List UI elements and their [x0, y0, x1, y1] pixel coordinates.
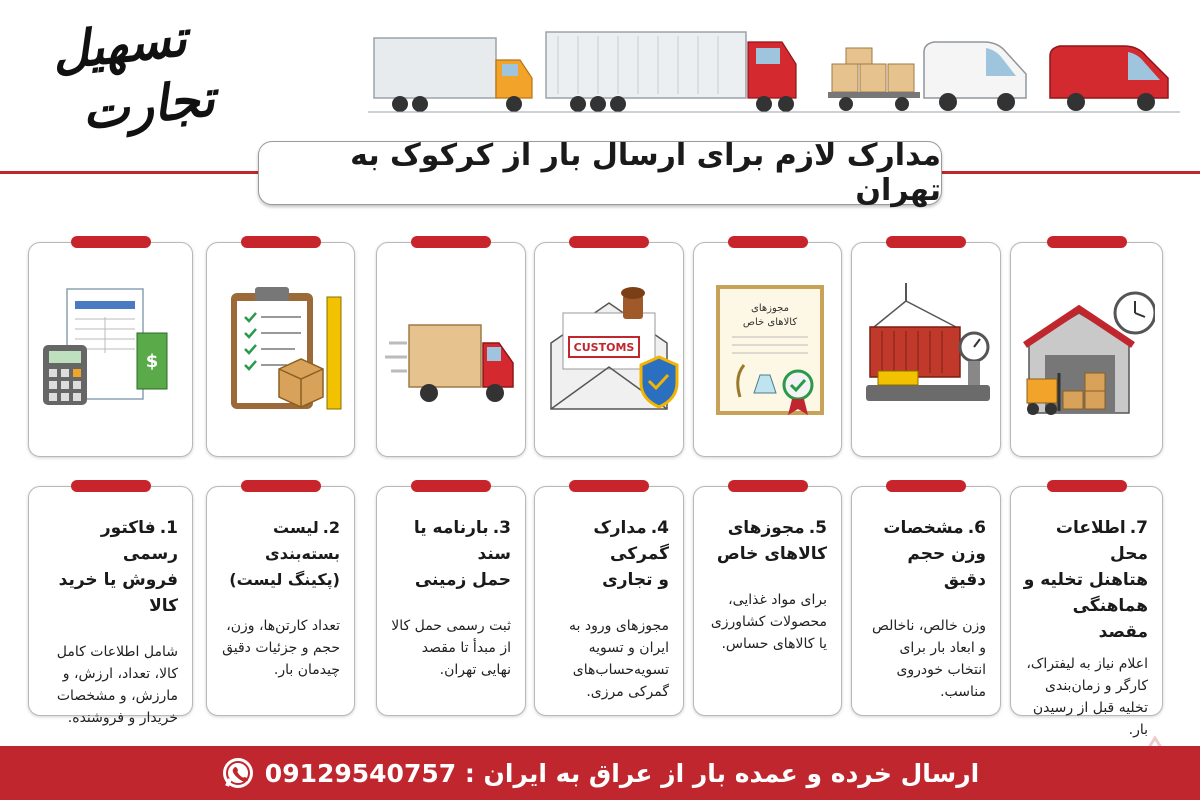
- invoice-calculator-icon: [37, 273, 173, 433]
- card-title-line-2: وزن حجم دقیق: [907, 544, 986, 590]
- card-title-line-2: فروش یا خرید کالا: [58, 570, 178, 616]
- card-title-line-2: حمل زمینی: [414, 570, 511, 590]
- icon-card-7: [1010, 242, 1163, 457]
- logo-line-2: تجارت: [79, 68, 218, 141]
- card-tab: [71, 480, 151, 492]
- footer-text: ارسال خرده و عمده بار از عراق به ایران : 09129540757: [264, 758, 980, 788]
- card-tab: [1047, 236, 1127, 248]
- card-tab: [569, 236, 649, 248]
- card-tab: [241, 480, 321, 492]
- icon-card-6: [851, 242, 1001, 457]
- card-title: [706, 515, 827, 567]
- icon-card-2: [206, 242, 355, 457]
- customs-envelope-icon: [543, 273, 679, 433]
- card-tab: [728, 480, 808, 492]
- whatsapp-icon[interactable]: [221, 756, 255, 790]
- card-number: 2.: [322, 518, 340, 537]
- card-number: 5.: [808, 518, 827, 538]
- card-title-line-2: و تجاری: [602, 570, 669, 590]
- icon-card-3: [376, 242, 526, 457]
- card-title: [1023, 515, 1148, 645]
- vehicles-row: [368, 28, 1180, 118]
- container-scale-icon: [860, 273, 996, 433]
- card-title-line-1: فاکتور رسمی: [100, 518, 178, 564]
- permit-label-1: مجوزهای: [751, 303, 789, 314]
- moving-truck-icon: [385, 273, 521, 433]
- card-number: 7.: [1129, 518, 1148, 538]
- van-icon: [924, 42, 1026, 111]
- card-title-line-2: هتاهنل تخلیه و: [1023, 570, 1148, 590]
- card-body: برای مواد غذایی، محصولات کشاورزی یا کالاهای حساس.: [710, 592, 827, 652]
- text-card-4: [534, 486, 684, 716]
- card-title: [547, 515, 669, 593]
- logo-line-1: تسهیل: [49, 8, 190, 81]
- customs-label: CUSTOMS: [573, 341, 635, 354]
- page-title-text: مدارک لازم برای ارسال بار از کرکوک به تهران: [350, 138, 941, 208]
- text-card-7: [1010, 486, 1163, 738]
- text-card-6: [851, 486, 1001, 716]
- card-title-line-1: اطلاعات محل: [1055, 518, 1148, 564]
- card-title: [864, 515, 986, 593]
- footer-bar: [0, 746, 1200, 800]
- card-number: 4.: [650, 518, 669, 538]
- brand-logo: [22, 8, 272, 150]
- box-truck-icon: [374, 38, 532, 112]
- card-tab: [728, 236, 808, 248]
- text-card-1: [28, 486, 193, 726]
- card-title-line-1: مدارک گمرکی: [593, 518, 669, 564]
- semi-truck-icon: [546, 32, 796, 112]
- card-tab: [886, 480, 966, 492]
- card-title: [389, 515, 511, 593]
- card-tab: [241, 236, 321, 248]
- icon-card-5: [693, 242, 842, 457]
- card-title-line-1: بارنامه یا سند: [413, 518, 511, 564]
- card-title: [219, 515, 340, 593]
- card-number: 1.: [159, 518, 178, 538]
- card-body: وزن خالص، ناخالص و ابعاد بار برای انتخاب خودروی مناسب.: [871, 618, 986, 700]
- card-title-line-1: مجوزهای: [727, 518, 805, 538]
- card-title-line-1: لیست بسته‌بندی: [265, 518, 340, 563]
- warehouse-forklift-icon: [1019, 273, 1155, 433]
- card-tab: [1047, 480, 1127, 492]
- card-body: اعلام نیاز به لیفتراک، کارگر و زمان‌بندی تخلیه قبل از رسیدن بار.: [1026, 656, 1148, 738]
- card-body: تعداد کارتن‌ها، وزن، حجم و جزئیات دقیق چیدمان بار.: [222, 618, 340, 678]
- card-body: شامل اطلاعات کامل کالا، تعداد، ارزش، و مارزش، و مشخصات خریدار و فروشنده.: [56, 644, 178, 726]
- flatbed-trailer-icon: [828, 48, 920, 111]
- special-permit-certificate-icon: [702, 273, 838, 433]
- red-van-icon: [1050, 46, 1168, 111]
- card-tab: [886, 236, 966, 248]
- clipboard-checklist-icon: [215, 273, 351, 433]
- card-title: [41, 515, 178, 619]
- svg-text:$: $: [145, 351, 159, 372]
- card-tab: [71, 236, 151, 248]
- card-tab: [569, 480, 649, 492]
- text-card-2: [206, 486, 355, 716]
- card-number: 3.: [492, 518, 511, 538]
- card-tab: [411, 236, 491, 248]
- card-body: مجوزهای ورود به ایران و تسویه تسویه‌حساب‌های گمرکی مرزی.: [569, 618, 669, 700]
- card-title-line-2: (پکینگ لیست): [229, 570, 340, 589]
- card-title-line-1: مشخصات: [883, 518, 964, 538]
- icon-card-1: [28, 242, 193, 457]
- card-title-line-2: کالاهای خاص: [716, 544, 827, 564]
- icon-card-4: [534, 242, 684, 457]
- permit-label-2: کالاهای خاص: [742, 317, 798, 328]
- text-card-3: [376, 486, 526, 716]
- text-card-5: [693, 486, 842, 716]
- card-tab: [411, 480, 491, 492]
- card-number: 6.: [967, 518, 986, 538]
- card-title-line-3: هماهنگی مقصد: [1072, 596, 1148, 642]
- page-title: [258, 138, 942, 208]
- card-body: ثبت رسمی حمل کالا از مبدأ تا مقصد نهایی تهران.: [391, 618, 511, 678]
